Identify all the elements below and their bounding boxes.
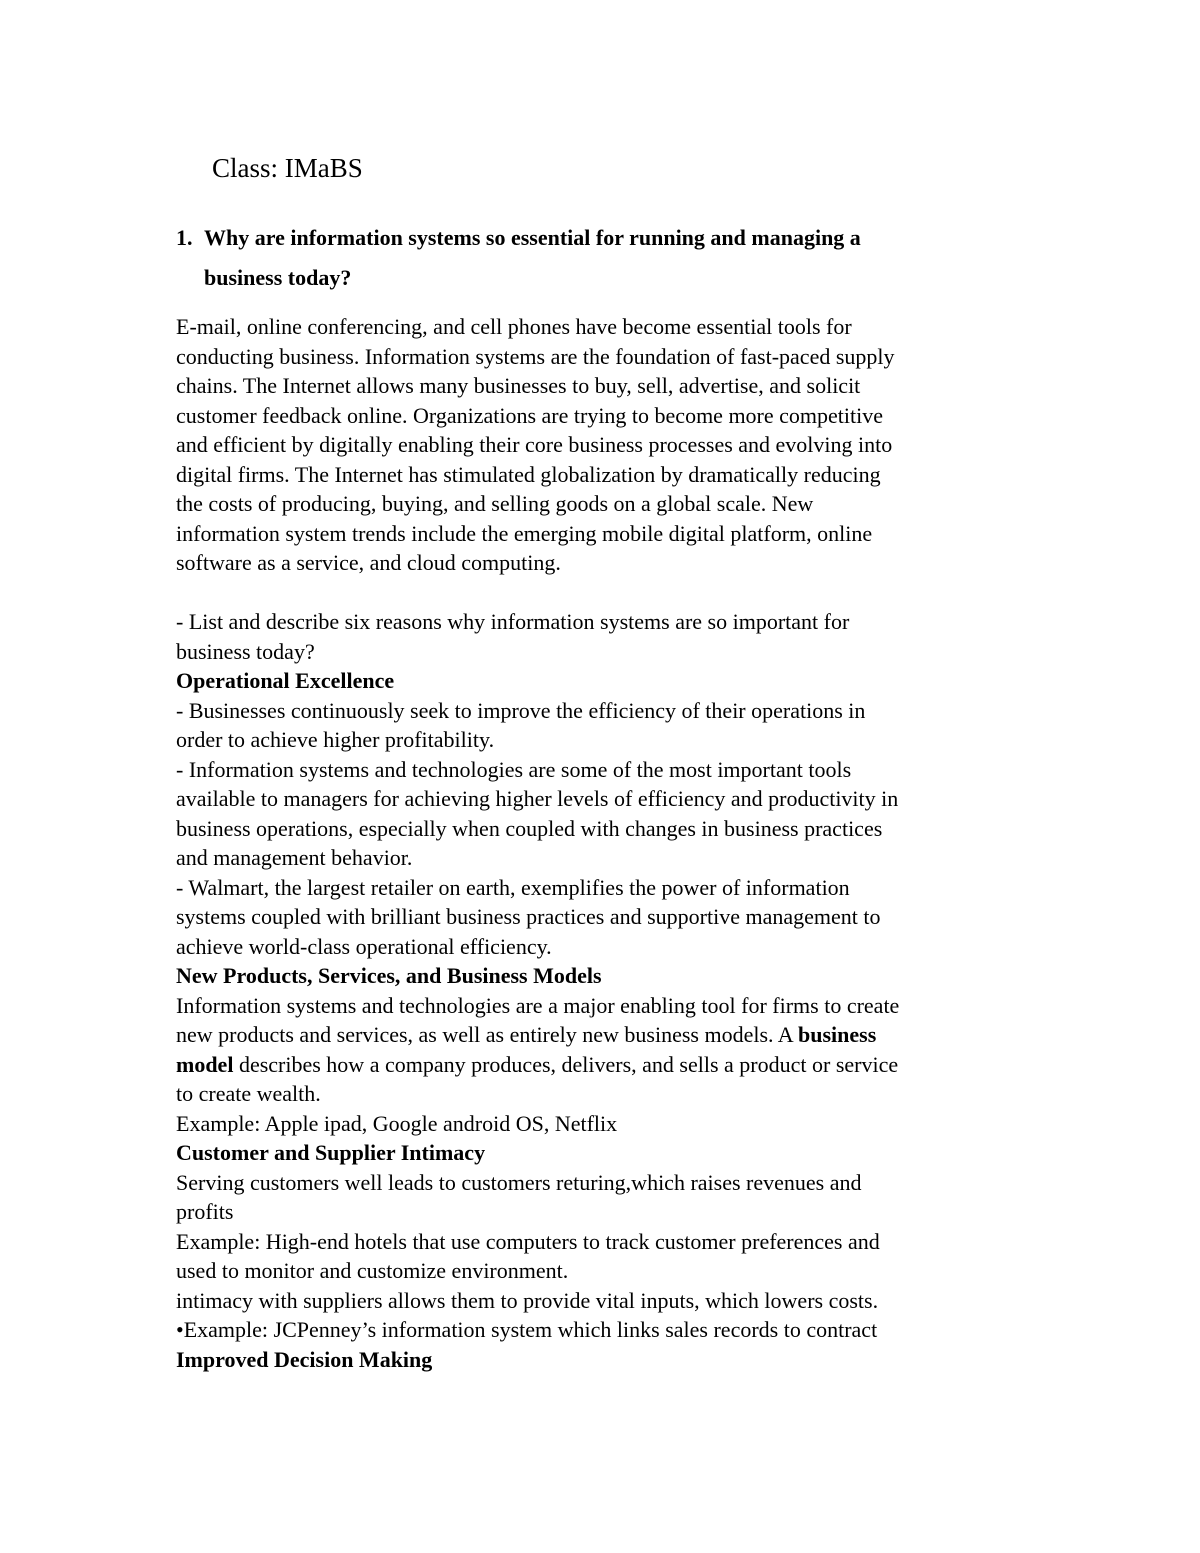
intro-line: chains. The Internet allows many businesses to buy, sell, advertise, and solicit <box>176 373 861 398</box>
intro-line: conducting business. Information systems are the foundation of fast-paced supply <box>176 343 895 369</box>
customer-supplier-line: •Example: JCPenney’s information system which links sales records to contract <box>176 1317 878 1342</box>
new-products-line <box>176 1050 1036 1080</box>
question-heading <box>176 218 996 298</box>
intro-line: information system trends include the emerging mobile digital platform, online <box>176 520 873 546</box>
question-line-1: Why are information systems so essential for running and managing a <box>204 225 861 250</box>
customer-supplier-heading: Customer and Supplier Intimacy <box>176 1140 486 1165</box>
new-products-line <box>176 1020 1036 1050</box>
operational-excellence-line: and management behavior. <box>176 845 413 870</box>
new-products-heading: New Products, Services, and Business Models <box>176 963 602 988</box>
class-title: Class: IMaBS <box>212 153 363 183</box>
intro-line: customer feedback online. Organizations are trying to become more competitive <box>176 402 884 428</box>
intro-line: E-mail, online conferencing, and cell phones have become essential tools for <box>176 314 852 339</box>
business-model-term: model <box>176 1051 234 1077</box>
operational-excellence-line: available to managers for achieving higher levels of efficiency and productivity in <box>176 786 899 811</box>
prompt-line-1: - List and describe six reasons why information systems are so important for <box>176 609 850 634</box>
customer-supplier-line: Example: High-end hotels that use computers to track customer preferences and <box>176 1228 880 1254</box>
customer-supplier-line: intimacy with suppliers allows them to provide vital inputs, which lowers costs. <box>176 1287 879 1313</box>
business-model-term: business <box>797 1022 877 1047</box>
operational-excellence-line: systems coupled with brilliant business practices and supportive management to <box>176 904 881 929</box>
new-products-line: to create wealth. <box>176 1081 321 1106</box>
intro-line: software as a service, and cloud computing. <box>176 550 561 575</box>
question-line-2: business today? <box>204 265 352 290</box>
operational-excellence-line: order to achieve higher profitability. <box>176 727 495 752</box>
operational-excellence-line: - Walmart, the largest retailer on earth, exemplifies the power of information <box>176 874 850 900</box>
new-products-text: new products and services, as well as entirely new business models. A <box>176 1022 798 1047</box>
customer-supplier-line: Serving customers well leads to customers returing,which raises revenues and <box>176 1169 862 1195</box>
intro-line: the costs of producing, buying, and selling goods on a global scale. New <box>176 491 814 516</box>
prompt-line-2: business today? <box>176 638 315 664</box>
question-number: 1. <box>176 225 193 250</box>
answer-body <box>176 312 1036 1374</box>
customer-supplier-line: used to monitor and customize environment. <box>176 1258 569 1283</box>
operational-excellence-heading: Operational Excellence <box>176 668 395 693</box>
operational-excellence-line: - Businesses continuously seek to improve the efficiency of their operations in <box>176 697 866 723</box>
intro-line: and efficient by digitally enabling their core business processes and evolving into <box>176 432 893 457</box>
paragraph-gap <box>176 578 1036 608</box>
new-products-line: Information systems and technologies are a major enabling tool for firms to create <box>176 992 900 1018</box>
improved-decision-heading: Improved Decision Making <box>176 1346 433 1372</box>
new-products-example: Example: Apple ipad, Google android OS, Netflix <box>176 1110 618 1136</box>
customer-supplier-line: profits <box>176 1199 234 1224</box>
operational-excellence-line: - Information systems and technologies are some of the most important tools <box>176 756 852 782</box>
operational-excellence-line: achieve world-class operational efficiency. <box>176 933 552 959</box>
operational-excellence-line: business operations, especially when coupled with changes in business practices <box>176 815 883 841</box>
new-products-text: describes how a company produces, delivers, and sells a product or service <box>233 1051 899 1077</box>
intro-line: digital firms. The Internet has stimulated globalization by dramatically reducing <box>176 461 881 487</box>
